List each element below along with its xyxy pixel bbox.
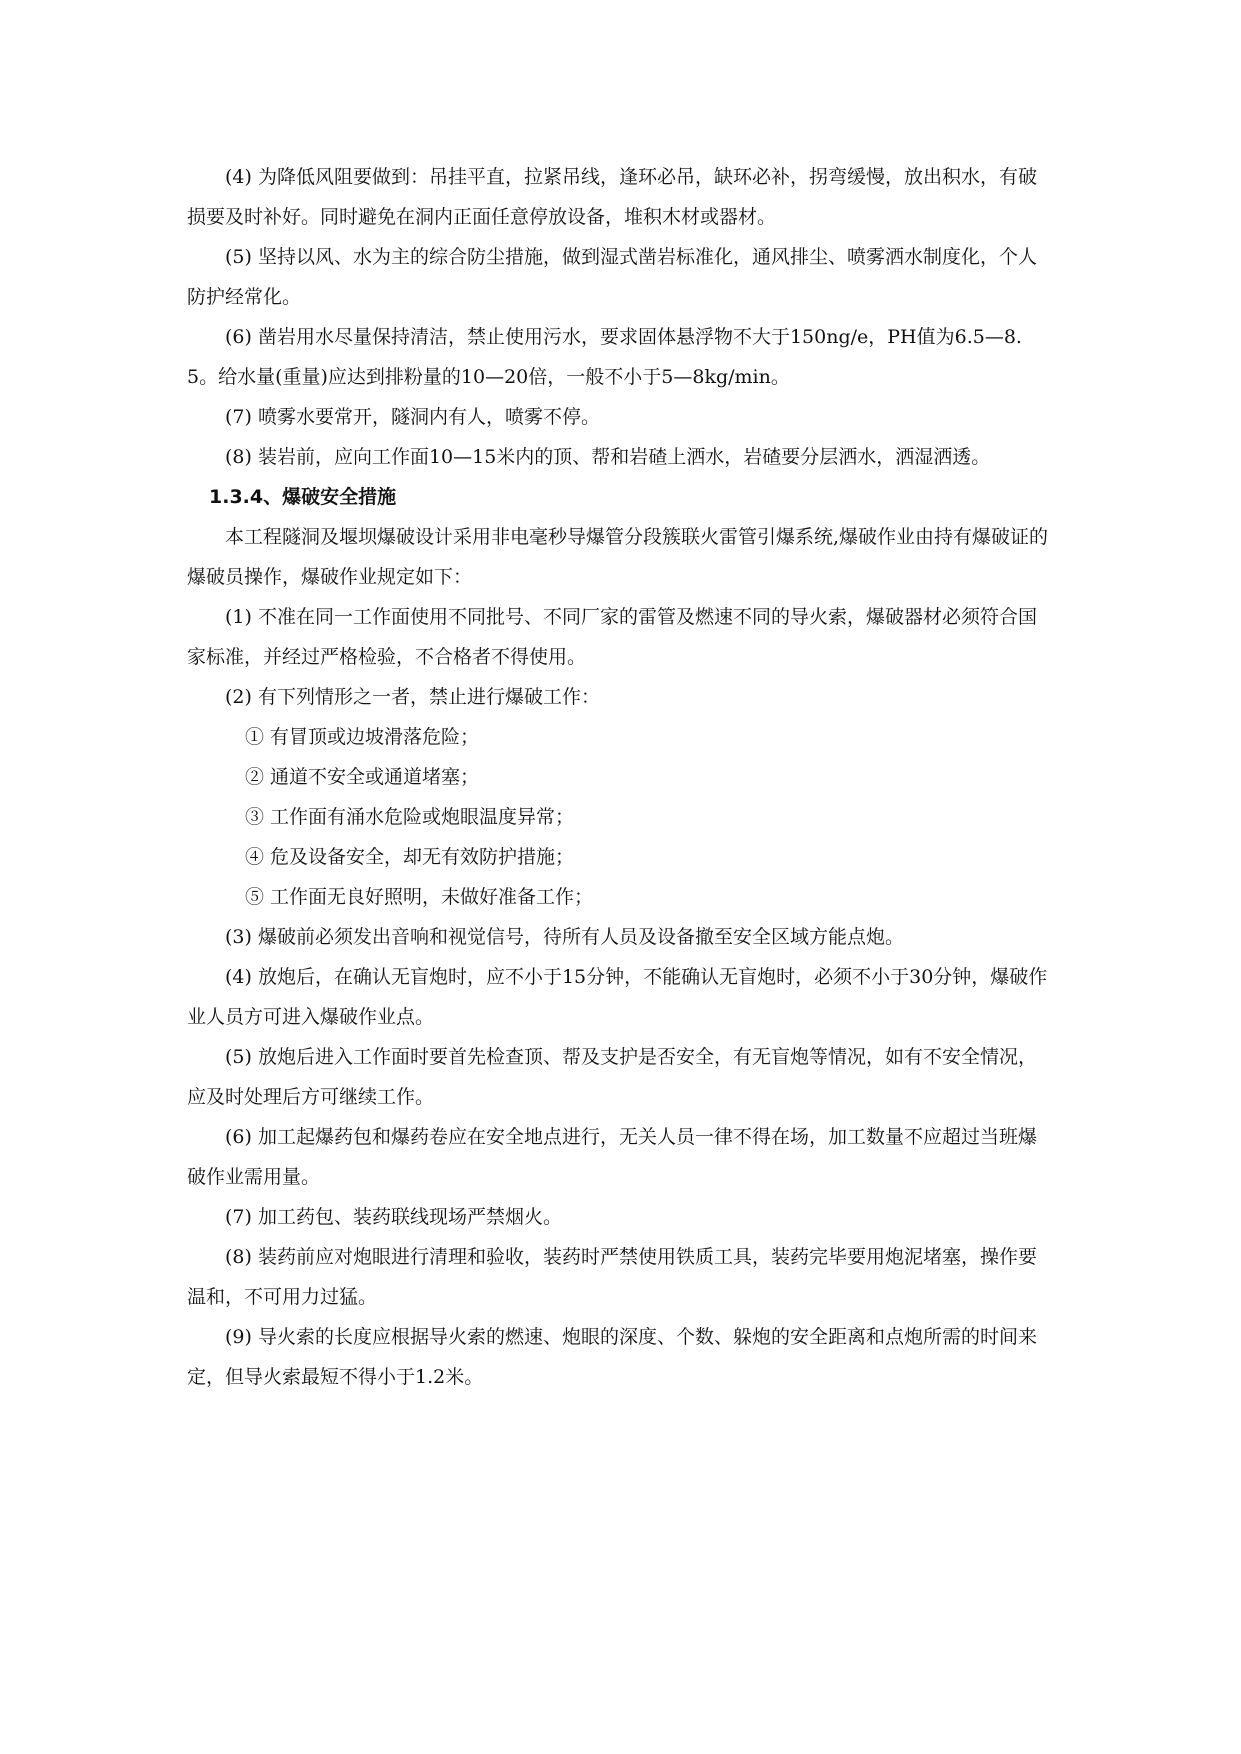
paragraph-blasting-rule-4: (4) 放炮后，在确认无盲炮时，应不小于15分钟，不能确认无盲炮时，必须不小于30分钟，爆破作业人员方可进入爆破作业点。 — [187, 966, 1048, 1028]
paragraph-blasting-rule-6: (6) 加工起爆药包和爆药卷应在安全地点进行，无关人员一律不得在场，加工数量不应超过当班爆破作业需用量。 — [187, 1126, 1037, 1188]
paragraph-blasting-rule-3: (3) 爆破前必须发出音响和视觉信号，待所有人员及设备撤至安全区域方能点炮。 — [225, 926, 904, 948]
paragraph-dust-prevention: (5) 坚持以风、水为主的综合防尘措施，做到湿式凿岩标准化，通风排尘、喷雾洒水制度化，个人防护经常化。 — [187, 246, 1037, 308]
paragraph-drilling-water: (6) 凿岩用水尽量保持清洁，禁止使用污水，要求固体悬浮物不大于150ng/e，PH值为6.5—8.5。给水量(重量)应达到排粉量的10—20倍，一般不小于5—8kg/min。 — [187, 326, 1022, 388]
list-item-condition-5: ⑤ 工作面无良好照明，未做好准备工作； — [245, 886, 594, 908]
section-heading-blasting-safety: 1.3.4、爆破安全措施 — [209, 486, 397, 508]
paragraph-spray-water: (7) 喷雾水要常开，隧洞内有人，喷雾不停。 — [225, 406, 600, 428]
list-item-condition-1: ① 有冒顶或边坡滑落危险； — [245, 726, 480, 748]
paragraph-blasting-rule-9: (9) 导火索的长度应根据导火索的燃速、炮眼的深度、个数、躲炮的安全距离和点炮所需的时间来定，但导火索最短不得小于1.2米。 — [187, 1326, 1037, 1388]
list-item-condition-4: ④ 危及设备安全，却无有效防护措施； — [245, 846, 575, 868]
paragraph-blasting-rule-1: (1) 不准在同一工作面使用不同批号、不同厂家的雷管及燃速不同的导火索，爆破器材必须符合国家标准，并经过严格检验，不合格者不得使用。 — [187, 606, 1037, 668]
paragraph-blasting-intro: 本工程隧洞及堰坝爆破设计采用非电毫秒导爆管分段簇联火雷管引爆系统,爆破作业由持有爆破证的爆破员操作，爆破作业规定如下： — [187, 526, 1049, 588]
document-body — [187, 157, 1053, 1397]
paragraph-rock-loading: (8) 装岩前，应向工作面10—15米内的顶、帮和岩碴上洒水，岩碴要分层洒水，洒湿洒透。 — [225, 446, 991, 468]
paragraph-blasting-rule-5: (5) 放炮后进入工作面时要首先检查顶、帮及支护是否安全，有无盲炮等情况，如有不安全情况，应及时处理后方可继续工作。 — [187, 1046, 1037, 1108]
paragraph-blasting-rule-8: (8) 装药前应对炮眼进行清理和验收，装药时严禁使用铁质工具，装药完毕要用炮泥堵塞，操作要温和，不可用力过猛。 — [187, 1246, 1037, 1308]
paragraph-blasting-rule-7: (7) 加工药包、装药联线现场严禁烟火。 — [225, 1206, 562, 1228]
paragraph-blasting-rule-2: (2) 有下列情形之一者，禁止进行爆破工作： — [225, 686, 600, 708]
paragraph-wind-resistance: (4) 为降低风阻要做到：吊挂平直，拉紧吊线，逢环必吊，缺环必补，拐弯缓慢，放出积水，有破损要及时补好。同时避免在洞内正面任意停放设备，堆积木材或器材。 — [187, 166, 1037, 228]
list-item-condition-3: ③ 工作面有涌水危险或炮眼温度异常； — [245, 806, 575, 828]
list-item-condition-2: ② 通道不安全或通道堵塞； — [245, 766, 480, 788]
